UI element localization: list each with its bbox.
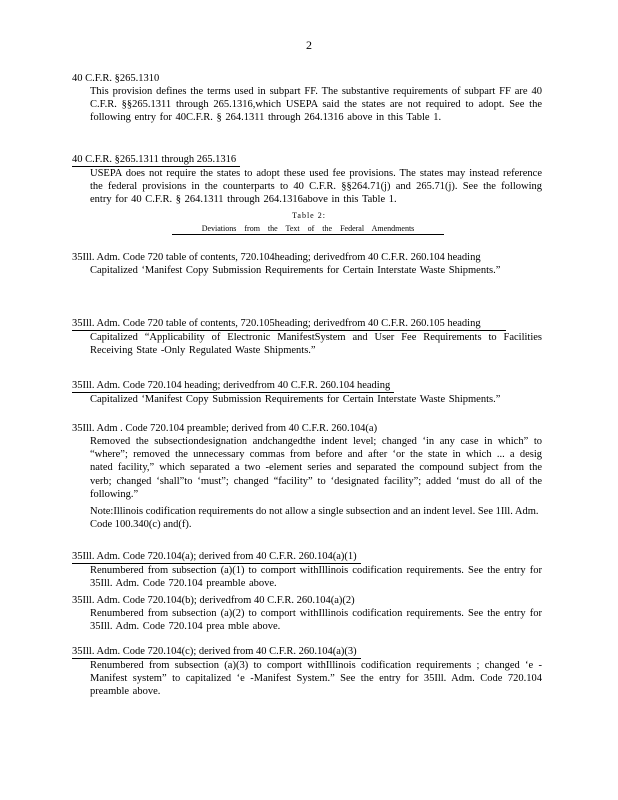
entry-265-1311	[72, 149, 542, 207]
entry-heading: 35Ill. Adm. Code 720.104(c); derived from 40 C.F.R. 260.104(a)(3)	[72, 645, 361, 659]
entry-heading: 35Ill. Adm. Code 720 table of contents, 720.104heading; derivedfrom 40 C.F.R. 260.104 heading	[72, 252, 481, 263]
entry-description: Renumbered from subsection (a)(1) to comport withIllinois codification requirements. See the entry for 35Ill. Adm. Code 720.104 preamble above.	[90, 565, 542, 590]
entry-heading: 35Ill. Adm. Code 720.104 heading; derivedfrom 40 C.F.R. 260.104 heading	[72, 379, 394, 393]
entry-720-104-a	[72, 546, 542, 590]
entry-description: USEPA does not require the states to adopt these used fee provisions. The states may instead reference the federal provisions in the counterparts to 40 C.F.R. §§264.71(j) and 265.71(j). See the following entry for 40 C.F.R. § 264.1311 through 264.1316above in this Table 1.	[90, 168, 542, 206]
entry-heading: 35Ill. Adm. Code 720.104(b); derivedfrom 40 C.F.R. 260.104(a)(2)	[72, 595, 355, 606]
entry-720-104-c	[72, 641, 542, 699]
page-number: 2	[306, 38, 312, 52]
entry-heading: 40 C.F.R. §265.1311 through 265.1316	[72, 153, 240, 167]
entry-720-104-preamble	[72, 422, 542, 531]
table-subtitle: Deviations from the Text of the Federal Amendments	[172, 224, 444, 235]
entry-265-1310	[72, 72, 542, 125]
entry-description: Renumbered from subsection (a)(3) to comport withIllinois codification requirements ; changed ‘e -Manifest system” to capitalized ‘e -Manifest System.” See the entry for 35Ill. Adm. Code 720.104 preamble above.	[90, 660, 542, 698]
entry-720-104-b	[72, 594, 542, 633]
entry-heading: 35Ill. Adm. Code 720 table of contents, 720.105heading; derivedfrom 40 C.F.R. 260.105 heading	[72, 317, 506, 331]
entry-description: Capitalized ‘Manifest Copy Submission Requirements for Certain Interstate Waste Shipments.”	[90, 265, 501, 276]
entry-description: Capitalized “Applicability of Electronic ManifestSystem and User Fee Requirements to Facilities Receiving State -Only Regulated Waste Shipments.”	[90, 332, 542, 357]
entry-description: Removed the subsectiondesignation andchangedthe indent level; changed ‘in any case in which” to “where”; removed the unnecessary commas from before and after ‘or the state in which ... a desig nated facility,” which separated a two -element series and separated the compound subject from the verb; changed ‘shall”to ‘must”; changed “facility” to ‘designated facility”; added ‘must do all of the following.”	[90, 436, 542, 500]
entry-heading: 35Ill. Adm. Code 720.104(a); derived from 40 C.F.R. 260.104(a)(1)	[72, 550, 361, 564]
entry-heading: 40 C.F.R. §265.1310	[72, 73, 160, 84]
entry-720-toc-104	[72, 251, 542, 277]
entry-description: Renumbered from subsection (a)(2) to comport withIllinois codification requirements. See the entry for 35Ill. Adm. Code 720.104 prea mble above.	[90, 608, 542, 633]
entry-heading: 35Ill. Adm . Code 720.104 preamble; derived from 40 C.F.R. 260.104(a)	[72, 423, 378, 434]
table-title: Table 2:	[292, 211, 326, 220]
entry-description: This provision defines the terms used in subpart FF. The substantive requirements of subpart FF are 40 C.F.R. §§265.1311 through 265.1316,which USEPA said the states are not required to adopt. See the following entry for 40C.F.R. § 264.1311 through 264.1316 above in this Table 1.	[90, 86, 542, 124]
entry-note: Note:Illinois codification requirements do not allow a single subsection and an indent level. See 1Ill. Adm. Code 100.340(c) and(f).	[90, 506, 539, 531]
entry-720-toc-105	[72, 313, 542, 357]
entry-720-104-heading	[72, 375, 542, 406]
entry-description: Capitalized ‘Manifest Copy Submission Requirements for Certain Interstate Waste Shipments.”	[90, 394, 501, 405]
